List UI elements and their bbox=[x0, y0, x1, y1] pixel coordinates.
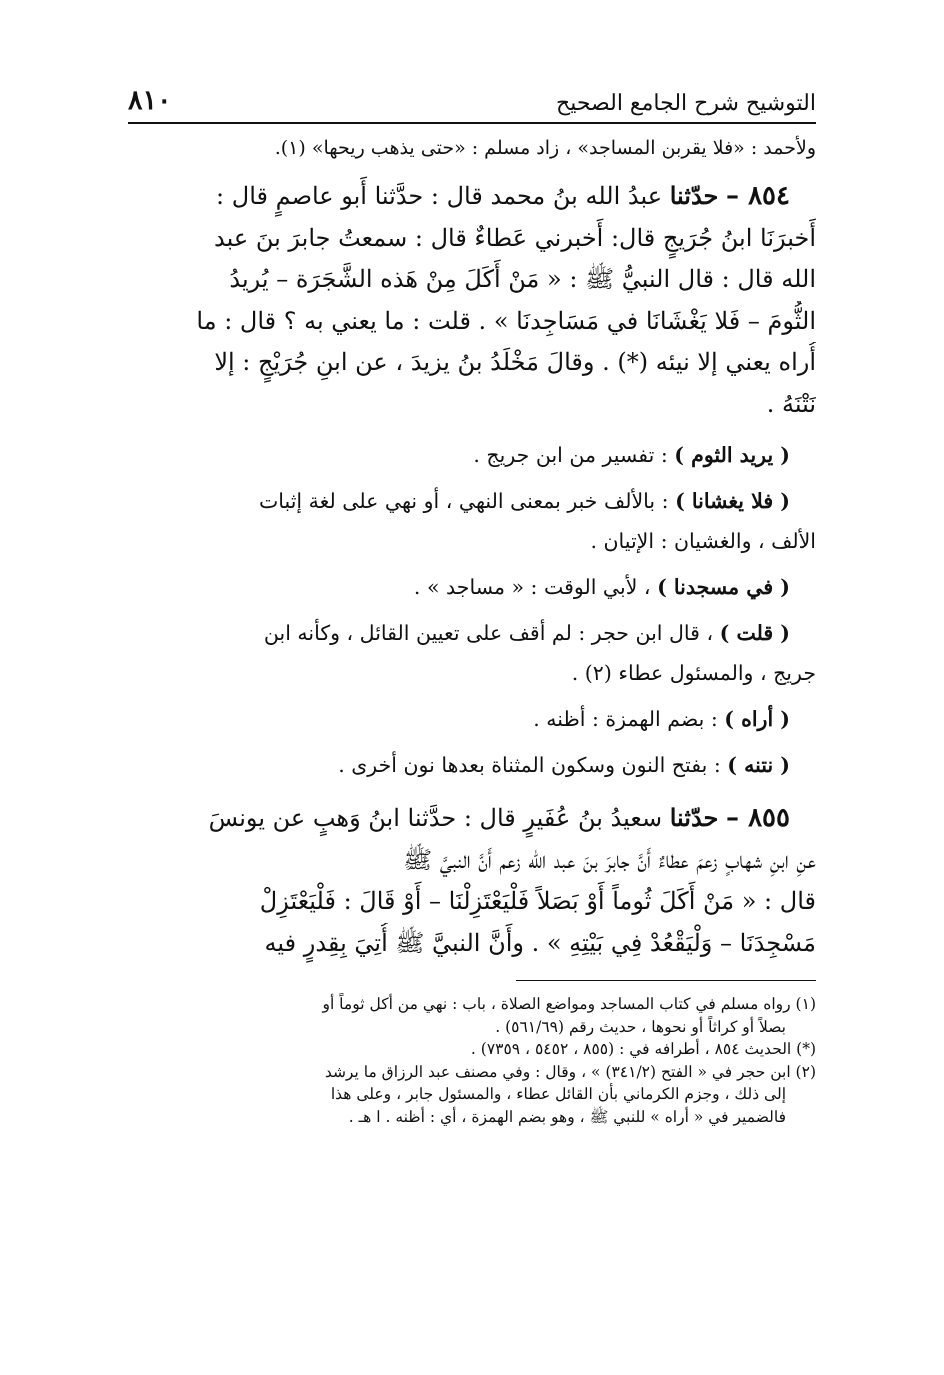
commentary-entry bbox=[128, 613, 816, 653]
hadith-opening: حدّثنا bbox=[669, 181, 719, 210]
hadith-line: أُراه يعني إلا نيئه (*) . وقالَ مَخْلَدُ بنُ يزيدَ ، عن ابنِ جُرَيْجٍ : إلا bbox=[214, 348, 816, 376]
hadith-line: نَتْنَهُ . bbox=[766, 389, 816, 418]
hadith-line: الله قال : قال النبيُّ ﷺ : « مَنْ أَكَلَ مِنْ هَذه الشَّجَرَة – يُريدُ bbox=[229, 265, 816, 293]
footnote-line: إلى ذلك ، وجزم الكرماني بأن القائل عطاء ، والمسئول جابر ، وعلى هذا bbox=[330, 1085, 786, 1103]
footnote-line: فالضمير في « أراه » للنبي ﷺ ، وهو بضم الهمزة ، أي : أظنه . ا هـ . bbox=[348, 1107, 786, 1126]
commentary-term: ( أراه ) bbox=[724, 707, 790, 731]
commentary-entry bbox=[128, 567, 816, 607]
hadith-line: عبدُ الله بنُ محمد قال : حدَّثنا أَبو عاصمٍ قال : bbox=[216, 182, 663, 210]
hadith-line: مَسْجِدَنَا – وَلْيَقْعُدْ فِي بَيْتِهِ » . وأَنَّ النبيَّ ﷺ أُتِيَ بِقِدرٍ فيه bbox=[264, 928, 816, 957]
commentary-text: : بالألف خبر بمعنى النهي ، أو نهي على لغة إثبات bbox=[258, 489, 676, 513]
commentary-text: ، لأبي الوقت : « مساجد » . bbox=[413, 575, 658, 599]
book-title: التوشيح شرح الجامع الصحيح bbox=[556, 91, 816, 116]
commentary-text: : بفتح النون وسكون المثناة بعدها نون أخرى . bbox=[338, 753, 728, 777]
running-header bbox=[128, 76, 816, 124]
footnote-divider bbox=[516, 980, 816, 981]
hadith-number: ٨٥٤ – bbox=[726, 181, 790, 211]
commentary-term: ( قلت ) bbox=[719, 621, 790, 645]
hadith-line: سعيدُ بنُ عُفَيرٍ قال : حدَّثنا ابنُ وَهبٍ عن يونسَ bbox=[208, 804, 663, 832]
commentary-term: ( يريد الثوم ) bbox=[674, 443, 790, 467]
hadith-line: قال : « مَنْ أَكَلَ ثُوماً أَوْ بَصَلاً فَلْيَعْتَزِلْنَا – أَوْ قَالَ : فَلْيَعْتَزِلْ bbox=[259, 887, 816, 915]
commentary bbox=[128, 435, 816, 785]
commentary-text: جريج ، والمسئول عطاء (٢) . bbox=[571, 661, 816, 685]
page bbox=[128, 76, 816, 1335]
hadith-854 bbox=[128, 175, 816, 425]
commentary-term: ( فلا يغشانا ) bbox=[675, 489, 790, 513]
hadith-855 bbox=[128, 797, 816, 964]
commentary-text: : بضم الهمزة : أظنه . bbox=[533, 707, 725, 731]
commentary-term: ( في مسجدنا ) bbox=[657, 575, 790, 599]
commentary-text: الألف ، والغشيان : الإتيان . bbox=[590, 529, 816, 553]
hadith-line: أَخبرَنَا ابنُ جُرَيجٍ قال: أَخبرني عَطاءٌ قال : سمعتُ جابرَ بنَ عبد bbox=[214, 223, 816, 252]
footnote-line: (١) رواه مسلم في كتاب المساجد ومواضع الصلاة ، باب : نهي من أكل ثوماً أو bbox=[322, 995, 816, 1013]
commentary-term: ( نتنه ) bbox=[727, 753, 790, 777]
commentary-text: ، قال ابن حجر : لم أقف على تعيين القائل ، وكأنه ابن bbox=[263, 621, 720, 645]
top-note: ولأحمد : «فلا يقربن المساجد» ، زاد مسلم : «حتى يذهب ريحها» (١). bbox=[274, 137, 816, 159]
commentary-entry bbox=[128, 435, 816, 475]
footnote-line: (*) الحديث ٨٥٤ ، أطرافه في : (٨٥٥ ، ٥٤٥٢ ، ٧٣٥٩) . bbox=[470, 1040, 816, 1058]
hadith-line: عنِ ابنِ شهابٍ زعمَ عطاءٌ أَنَّ جابرَ بنَ عبد الله زعم أَنَّ النبيَّ ﷺ bbox=[403, 845, 816, 874]
footnote-line: (٢) ابن حجر في « الفتح (٣٤١/٢) » ، وقال : وفي مصنف عبد الرزاق ما يرشد bbox=[324, 1062, 816, 1081]
hadith-line: الثُّومَ – فَلا يَغْشَانَا في مَسَاجِدنَا » . قلت : ما يعني به ؟ قال : ما bbox=[196, 306, 816, 335]
hadith-opening: حدّثنا bbox=[669, 803, 719, 832]
commentary-entry bbox=[128, 481, 816, 521]
hadith-number: ٨٥٥ – bbox=[726, 803, 790, 833]
commentary-text: : تفسير من ابن جريج . bbox=[473, 443, 675, 467]
footnotes bbox=[128, 993, 816, 1128]
commentary-entry bbox=[128, 745, 816, 785]
footnote-line: بصلاً أو كراثاً أو نحوها ، حديث رقم (٥٦١/٦٩) . bbox=[495, 1017, 786, 1036]
commentary-entry bbox=[128, 699, 816, 739]
page-number: ٨١٠ bbox=[128, 85, 172, 116]
